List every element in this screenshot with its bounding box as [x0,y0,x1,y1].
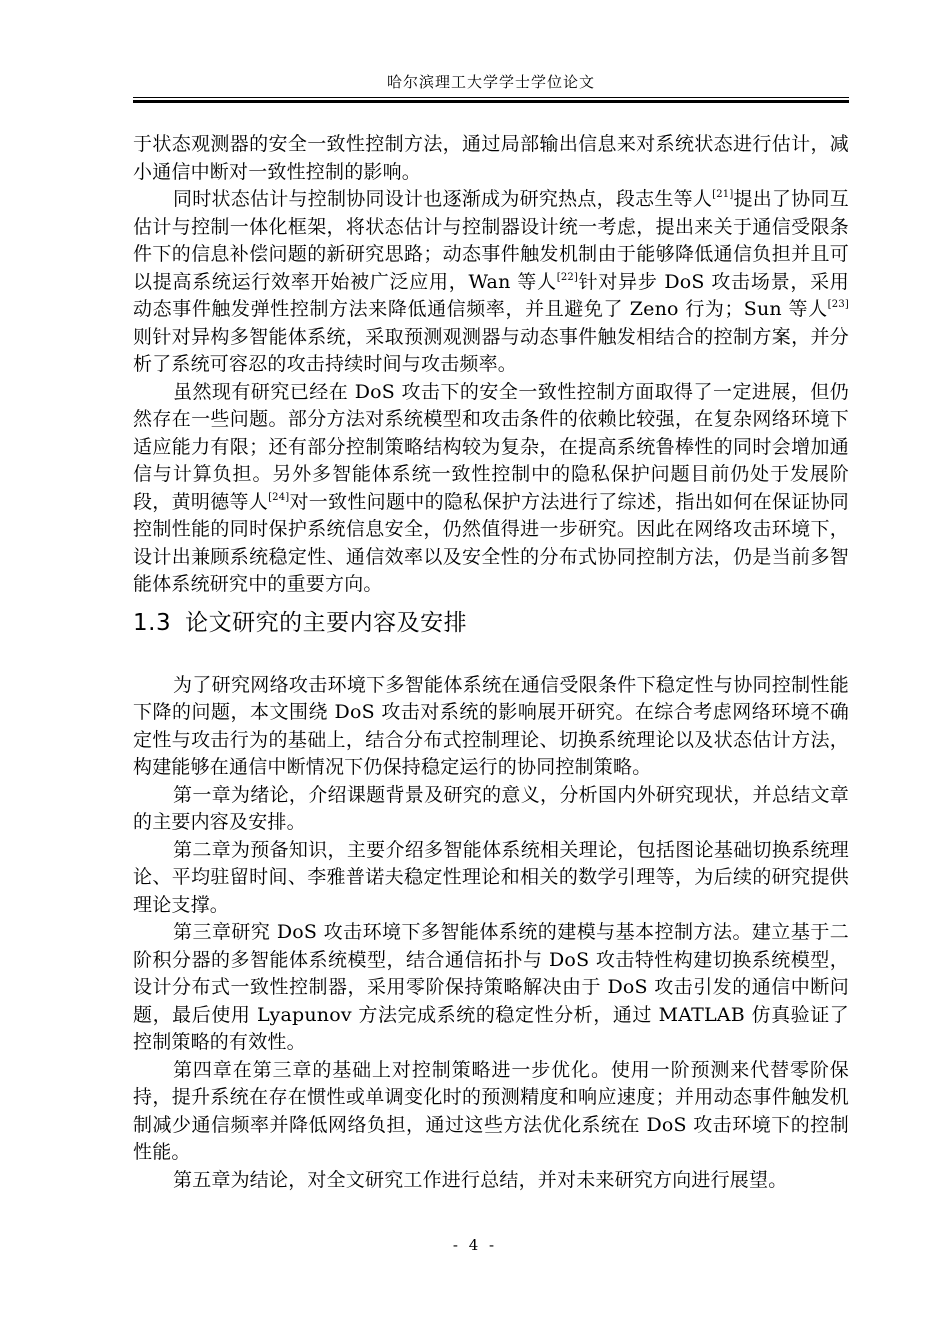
paragraph-text: 针对异步 DoS 攻击场景，采用动态事件触发弹性控制方法来降低通信频率，并且避免了 Zeno 行为；Sun 等人 [133,270,849,320]
paragraph-chapter-4: 第四章在第三章的基础上对控制策略进一步优化。使用一阶预测来代替零阶保持，提升系统在存在惯性或单调变化时的预测精度和响应速度；并用动态事件触发机制减少通信频率并降低网络负担，通过这些方法优化系统在 DoS 攻击环境下的控制性能。 [133,1058,849,1163]
section-number: 1.3 [133,609,172,636]
section-heading [133,608,849,638]
header-double-rule [133,97,849,103]
citation-ref-21: [21] [712,189,734,200]
paragraph-text: 提出了协同互估计与控制一体化框架，将状态估计与控制器设计统一考虑，提出来关于通信受限条件下的信息补偿问题的新研究思路；动态事件触发机制由于能够降低通信负担并且可以提高系统运行效率开始被广泛应用，Wan 等人 [133,188,849,293]
paragraph-open-problems [133,379,849,599]
citation-ref-23: [23] [827,299,849,310]
paragraph-text: 虽然现有研究已经在 DoS 攻击下的安全一致性控制方面取得了一定进展，但仍然存在一些问题。部分方法对系统模型和攻击条件的依赖比较强，在复杂网络环境下适应能力有限；还有部分控制策略结构较为复杂，在提高系统鲁棒性的同时会增加通信与计算负担。另外多智能体系统一致性控制中的隐私保护问题目前仍处于发展阶段，黄明德等人 [133,380,849,513]
paragraph-text: 同时状态估计与控制协同设计也逐渐成为研究热点，段志生等人 [173,188,713,210]
paragraph-text: 对一致性问题中的隐私保护方法进行了综述，指出如何在保证协同控制性能的同时保护系统信息安全，仍然值得进一步研究。因此在网络攻击环境下，设计出兼顾系统稳定性、通信效率以及安全性的分布式协同控制方法，仍是当前多智能体系统研究中的重要方向。 [133,490,849,595]
body-text [133,131,849,1194]
citation-ref-22: [22] [556,271,579,283]
paragraph-chapter-5: 第五章为结论，对全文研究工作进行总结，并对未来研究方向进行展望。 [173,1168,788,1191]
paragraph-chapter-2: 第二章为预备知识，主要介绍多智能体系统相关理论，包括图论基础切换系统理论、平均驻留时间、李雅普诺夫稳定性理论和相关的数学引理等，为后续的研究提供理论支撑。 [133,838,849,916]
section-title-text: 论文研究的主要内容及安排 [185,609,468,636]
paragraph-chapter-3: 第三章研究 DoS 攻击环境下多智能体系统的建模与基本控制方法。建立基于二阶积分器的多智能体系统模型，结合通信拓扑与 DoS 攻击特性构建切换系统模型，设计分布式一致性控制器，采用零阶保持策略解决由于 DoS 攻击引发的通信中断问题，最后使用 Lyapunov 方法完成系统的稳定性分析，通过 MATLAB 仿真验证了控制策略的有效性。 [133,921,849,1053]
running-header: 哈尔滨理工大学学士学位论文 [386,73,595,91]
paragraph-continuation: 于状态观测器的安全一致性控制方法，通过局部输出信息来对系统状态进行估计，减小通信中断对一致性控制的影响。 [133,133,849,183]
section-spacing [133,638,849,672]
citation-ref-24: [24] [268,491,290,503]
paragraph-chapter-1: 第一章为绪论，介绍课题背景及研究的意义，分析国内外研究现状，并总结文章的主要内容及安排。 [133,783,849,833]
page-number: - 4 - [452,1236,498,1254]
paragraph-text: 则针对异构多智能体系统，采取预测观测器与动态事件触发相结合的控制方案，并分析了系统可容忍的攻击持续时间与攻击频率。 [133,325,849,375]
paragraph-research-overview: 为了研究网络攻击环境下多智能体系统在通信受限条件下稳定性与协同控制性能下降的问题，本文围绕 DoS 攻击对系统的影响展开研究。在综合考虑网络环境不确定性与攻击行为的基础上，结合分布式控制理论、切换系统理论以及状态估计方法，构建能够在通信中断情况下仍保持稳定运行的协同控制策略。 [133,673,849,778]
paragraph-state-estimation [133,186,849,379]
